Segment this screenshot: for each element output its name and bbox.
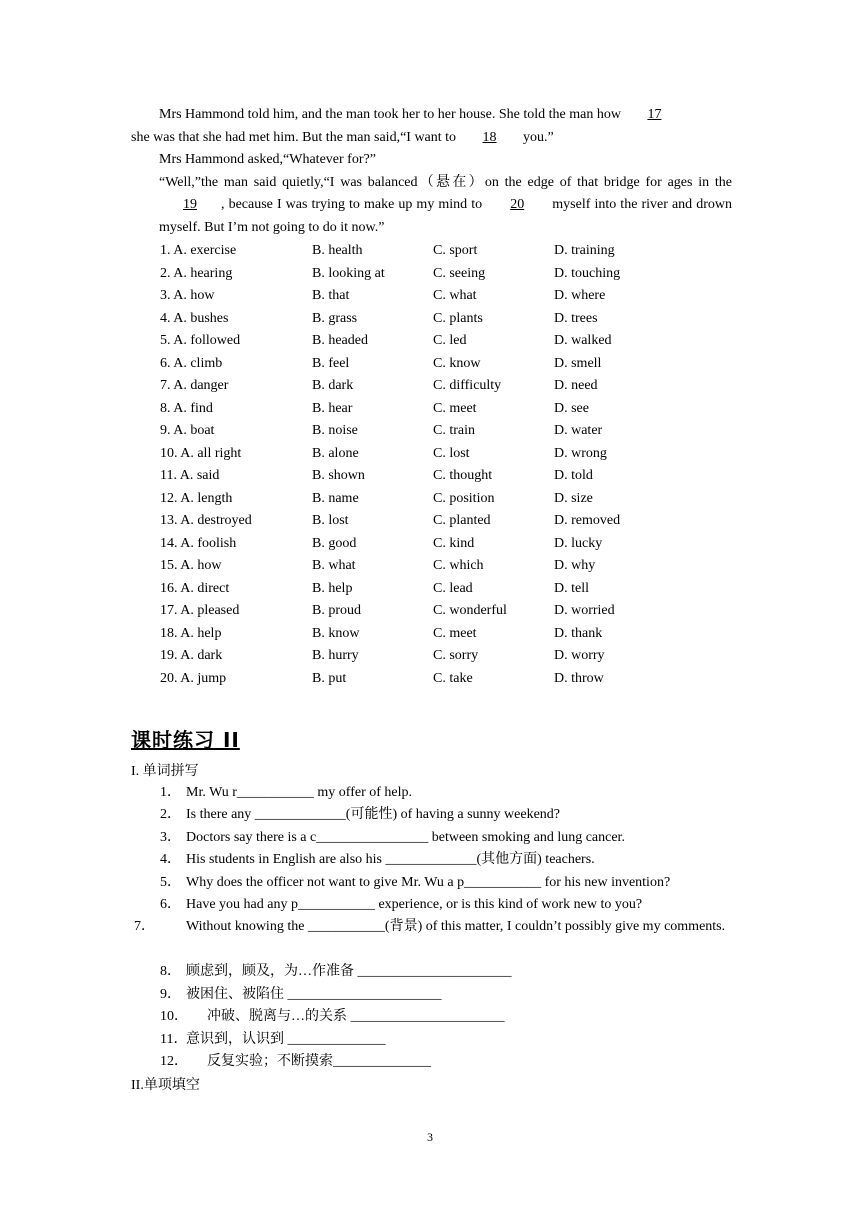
item-text: 冲破、脱离与…的关系 ______________________ xyxy=(186,1009,505,1024)
section-2-title: II.单项填空 xyxy=(131,1078,200,1093)
option-c: C. meet xyxy=(433,400,477,416)
list-item xyxy=(160,894,732,917)
item-text: 反复实验；不断摸索______________ xyxy=(186,1054,431,1069)
option-c: C. kind xyxy=(433,535,475,551)
option-d: D. tell xyxy=(554,580,589,596)
option-d: D. trees xyxy=(554,310,598,326)
passage-text: myself into the river and drown myself. But I’m not going to do it now.” xyxy=(159,197,733,235)
list-item xyxy=(160,804,732,827)
passage-text: she was that she had met him. But the man said,“I want to xyxy=(131,129,457,145)
option-row xyxy=(160,645,684,668)
option-c: C. seeing xyxy=(433,265,486,281)
option-b: B. lost xyxy=(312,513,349,528)
option-b: B. that xyxy=(312,288,350,303)
option-d: D. lucky xyxy=(554,535,603,551)
option-c: C. which xyxy=(433,558,484,573)
option-a: 18. A. help xyxy=(160,625,222,641)
list-item xyxy=(160,782,732,805)
option-a: 10. A. all right xyxy=(160,445,242,461)
option-row xyxy=(160,330,684,353)
option-c: C. know xyxy=(433,355,481,371)
option-a: 9. A. boat xyxy=(160,423,215,438)
passage-text: you.” xyxy=(523,129,554,145)
option-b: B. looking at xyxy=(312,265,385,281)
option-c: C. thought xyxy=(433,468,493,483)
option-c: C. take xyxy=(433,670,473,686)
option-d: D. removed xyxy=(554,513,621,528)
option-b: B. health xyxy=(312,243,363,258)
item-number: 4． xyxy=(160,852,181,867)
option-a: 3. A. how xyxy=(160,288,215,303)
option-row xyxy=(160,285,684,308)
option-c: C. lead xyxy=(433,580,473,596)
passage-paragraph-1 xyxy=(131,104,732,127)
passage xyxy=(131,104,732,239)
option-b: B. good xyxy=(312,535,357,551)
option-row xyxy=(160,420,684,443)
passage-text: , because I was trying to make up my mind to xyxy=(221,197,483,212)
option-a: 12. A. length xyxy=(160,490,233,506)
list-item xyxy=(160,1006,732,1029)
option-row xyxy=(160,398,684,421)
item-number: 11． xyxy=(160,1032,188,1047)
option-a: 11. A. said xyxy=(160,468,220,483)
option-a: 2. A. hearing xyxy=(160,265,233,281)
option-row xyxy=(160,510,684,533)
option-a: 19. A. dark xyxy=(160,648,223,663)
option-d: D. smell xyxy=(554,355,602,371)
option-c: C. meet xyxy=(433,625,477,641)
option-c: C. plants xyxy=(433,310,483,326)
option-b: B. put xyxy=(312,670,347,686)
item-text: Mr. Wu r___________ my offer of help. xyxy=(186,785,413,800)
item-text: His students in English are also his _____________(其他方面) teachers. xyxy=(186,852,595,867)
option-a: 17. A. pleased xyxy=(160,603,240,618)
option-d: D. water xyxy=(554,423,603,438)
item-number: 2． xyxy=(160,807,181,822)
option-b: B. know xyxy=(312,625,360,641)
item-number: 12． xyxy=(160,1054,188,1069)
option-a: 7. A. danger xyxy=(160,378,229,393)
option-b: B. proud xyxy=(312,603,361,618)
item-text: Without knowing the ___________(背景) of this matter, I couldn’t possibly give my comments. xyxy=(186,919,726,934)
options-table xyxy=(160,240,684,690)
option-c: C. lost xyxy=(433,445,470,461)
option-row xyxy=(160,600,684,623)
option-b: B. help xyxy=(312,580,353,596)
item-number: 5． xyxy=(160,875,181,890)
item-text: Have you had any p___________ experience, or is this kind of work new to you? xyxy=(186,897,643,912)
option-row xyxy=(160,555,684,578)
passage-text: “Well,”the man said quietly,“I was balanced（悬在）on the edge of that bridge for ages in the xyxy=(159,174,732,190)
option-b: B. dark xyxy=(312,378,354,393)
option-b: B. noise xyxy=(312,423,358,438)
item-number: 9． xyxy=(160,987,181,1002)
option-c: C. train xyxy=(433,423,475,438)
list-item xyxy=(160,961,732,984)
passage-line-2 xyxy=(131,127,732,150)
option-d: D. size xyxy=(554,490,593,506)
option-b: B. feel xyxy=(312,355,350,371)
list-item xyxy=(134,916,732,939)
item-number: 8． xyxy=(160,964,181,979)
option-a: 6. A. climb xyxy=(160,355,223,371)
option-d: D. worried xyxy=(554,603,615,618)
list-item xyxy=(160,1051,732,1074)
section-heading: 课时练习 II xyxy=(131,728,240,752)
option-row xyxy=(160,353,684,376)
blank-17: 17 xyxy=(647,107,662,122)
option-c: C. sorry xyxy=(433,648,479,663)
option-a: 8. A. find xyxy=(160,400,213,416)
option-d: D. wrong xyxy=(554,445,607,461)
option-b: B. hear xyxy=(312,400,353,416)
item-text: 意识到，认识到 ______________ xyxy=(186,1032,386,1047)
option-d: D. why xyxy=(554,558,596,573)
option-c: C. sport xyxy=(433,243,478,258)
option-row xyxy=(160,533,684,556)
list-item xyxy=(160,1029,732,1052)
option-d: D. training xyxy=(554,243,615,258)
option-b: B. what xyxy=(312,558,356,573)
option-c: C. what xyxy=(433,288,477,303)
option-c: C. wonderful xyxy=(433,603,507,618)
list-item xyxy=(160,827,732,850)
option-b: B. alone xyxy=(312,445,359,461)
option-row xyxy=(160,578,684,601)
option-row xyxy=(160,488,684,511)
option-c: C. planted xyxy=(433,513,491,528)
option-c: C. difficulty xyxy=(433,378,502,393)
item-text: 被困住、被陷住 ______________________ xyxy=(186,987,442,1002)
option-row xyxy=(160,668,684,691)
option-d: D. worry xyxy=(554,648,605,663)
item-number: 10． xyxy=(160,1009,188,1024)
option-d: D. throw xyxy=(554,670,604,686)
option-d: D. touching xyxy=(554,265,621,281)
option-c: C. position xyxy=(433,490,495,506)
option-a: 13. A. destroyed xyxy=(160,513,252,528)
passage-paragraph-2: Mrs Hammond asked,“Whatever for?” xyxy=(159,152,376,167)
option-d: D. see xyxy=(554,400,589,416)
item-number: 3． xyxy=(160,830,181,845)
blank-18: 18 xyxy=(482,129,497,145)
option-a: 16. A. direct xyxy=(160,580,230,596)
item-number: 7． xyxy=(134,919,155,934)
option-row xyxy=(160,443,684,466)
section-1-title: I. 单词拼写 xyxy=(131,764,199,779)
passage-paragraph-3 xyxy=(131,172,732,240)
list-item xyxy=(160,849,732,872)
option-c: C. led xyxy=(433,333,467,348)
option-row xyxy=(160,263,684,286)
blank-19: 19 xyxy=(183,197,197,212)
page-number: 3 xyxy=(427,1130,433,1144)
option-row xyxy=(160,623,684,646)
item-text: Is there any _____________(可能性) of having a sunny weekend? xyxy=(186,807,561,822)
option-a: 20. A. jump xyxy=(160,670,227,686)
option-a: 15. A. how xyxy=(160,558,222,573)
passage-text: Mrs Hammond told him, and the man took her to her house. She told the man how xyxy=(159,107,621,122)
option-b: B. shown xyxy=(312,468,365,483)
option-a: 5. A. followed xyxy=(160,333,241,348)
option-d: D. need xyxy=(554,378,598,393)
option-d: D. walked xyxy=(554,333,612,348)
list-item xyxy=(160,984,732,1007)
option-b: B. hurry xyxy=(312,648,359,663)
blank-20: 20 xyxy=(510,197,525,212)
option-row xyxy=(160,465,684,488)
option-row xyxy=(160,308,684,331)
option-a: 14. A. foolish xyxy=(160,535,237,551)
item-text: 顾虑到，顾及，为…作准备 ______________________ xyxy=(186,964,512,979)
list-item xyxy=(160,872,732,895)
item-text: Doctors say there is a c________________ between smoking and lung cancer. xyxy=(186,830,625,845)
option-a: 4. A. bushes xyxy=(160,310,229,326)
option-a: 1. A. exercise xyxy=(160,243,237,258)
option-d: D. told xyxy=(554,468,593,483)
item-text: Why does the officer not want to give Mr. Wu a p___________ for his new invention? xyxy=(186,875,671,890)
option-row xyxy=(160,375,684,398)
option-b: B. name xyxy=(312,490,359,506)
option-b: B. grass xyxy=(312,310,358,326)
option-d: D. thank xyxy=(554,625,603,641)
item-number: 1． xyxy=(160,785,181,800)
item-number: 6． xyxy=(160,897,181,912)
option-d: D. where xyxy=(554,288,606,303)
option-row xyxy=(160,240,684,263)
option-b: B. headed xyxy=(312,333,368,348)
